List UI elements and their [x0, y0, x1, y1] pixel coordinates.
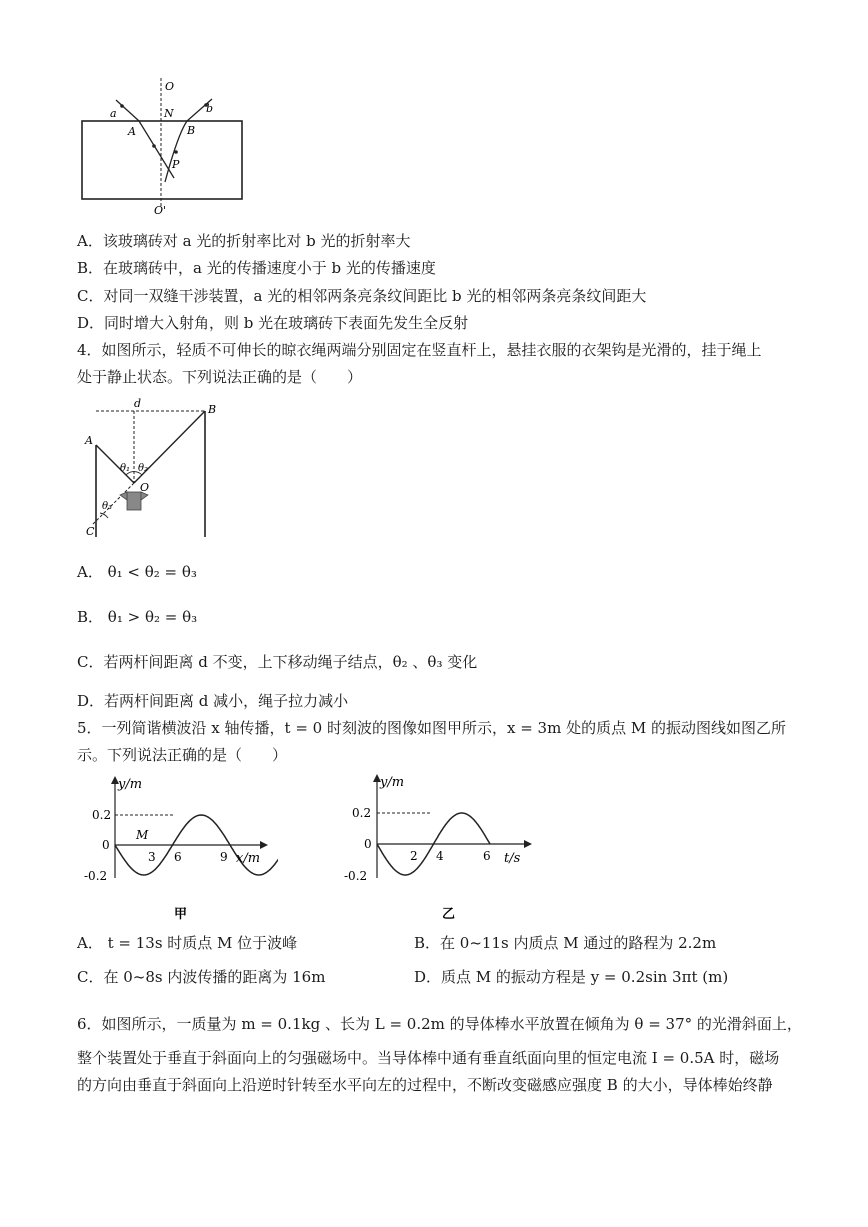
- q4-option-d: D．若两杆间距离 d 减小，绳子拉力减小: [77, 692, 349, 710]
- label-b: b: [206, 102, 214, 115]
- y-axis-label: y/m: [380, 775, 405, 790]
- q3-option-d: D．同时增大入射角，则 b 光在玻璃砖下表面先发生全反射: [77, 314, 469, 332]
- q3-option-a: A．该玻璃砖对 a 光的折射率比对 b 光的折射率大: [77, 232, 411, 250]
- y-tick-label: 0: [364, 837, 372, 851]
- label-B: B: [187, 124, 196, 137]
- q5-option-b: B．在 0~11s 内质点 M 通过的路程为 2.2m: [414, 934, 717, 952]
- vibration-graph-yi: [340, 768, 540, 923]
- label-O: O: [140, 481, 150, 494]
- q4-option-a: A． θ₁ < θ₂ = θ₃: [77, 563, 197, 581]
- label-d: d: [134, 397, 142, 410]
- label-theta3: θ₃: [102, 501, 113, 512]
- label-B: B: [208, 403, 217, 416]
- q5-stem-line1: 5．一列简谐横波沿 x 轴传播，t = 0 时刻波的图像如图甲所示，x = 3m 处的质点 M 的振动图线如图乙所: [77, 719, 786, 737]
- q5-stem-line2: 示。下列说法正确的是（ ）: [77, 746, 288, 764]
- q5-option-c: C．在 0~8s 内波传播的距离为 16m: [77, 968, 326, 986]
- y-tick-label: 0.2: [92, 808, 112, 822]
- x-tick-label: 4: [436, 849, 444, 863]
- label-O: O: [165, 80, 175, 93]
- x-tick-label: 9: [220, 850, 228, 864]
- label-a: a: [110, 107, 117, 120]
- label-theta2: θ₂: [138, 463, 149, 474]
- x-axis-label: t/s: [504, 851, 521, 866]
- q4-option-b: B． θ₁ > θ₂ = θ₃: [77, 608, 198, 626]
- y-tick-label: 0: [102, 838, 110, 852]
- x-tick-label: 6: [174, 850, 182, 864]
- q4-option-c: C．若两杆间距离 d 不变，上下移动绳子结点，θ₂ 、θ₃ 变化: [77, 653, 478, 671]
- wave-graph-jia: [78, 770, 278, 925]
- chart-title: 甲: [174, 907, 188, 922]
- label-P: P: [172, 158, 180, 171]
- ray-a-incident: [116, 100, 139, 121]
- q5-option-d: D．质点 M 的振动方程是 y = 0.2sin 3πt (m): [414, 968, 729, 986]
- x-tick-label: 2: [410, 849, 418, 863]
- q3-refraction-figure: [70, 72, 260, 222]
- q3-option-b: B．在玻璃砖中，a 光的传播速度小于 b 光的传播速度: [77, 259, 436, 277]
- q3-option-c: C．对同一双缝干涉装置，a 光的相邻两条亮条纹间距比 b 光的相邻两条亮条纹间距大: [77, 287, 647, 305]
- label-C: C: [86, 525, 95, 538]
- glass-brick: [82, 121, 242, 199]
- point-label-M: M: [136, 828, 149, 842]
- q5-option-a: A． t = 13s 时质点 M 位于波峰: [77, 934, 298, 952]
- q4-clothesline-figure: [80, 395, 220, 545]
- q4-stem-line1: 4．如图所示，轻质不可伸长的晾衣绳两端分别固定在竖直杆上，悬挂衣服的衣架钩是光滑的，挂于绳上: [77, 341, 762, 359]
- label-A: A: [128, 125, 136, 138]
- y-axis-label: y/m: [118, 777, 143, 792]
- q4-stem-line2: 处于静止状态。下列说法正确的是（ ）: [77, 368, 363, 386]
- x-tick-label: 3: [148, 850, 156, 864]
- hanging-shirt: [127, 492, 141, 510]
- q6-line3: 的方向由垂直于斜面向上沿逆时针转至水平向左的过程中，不断改变磁感应强度 B 的大小，导体棒始终静: [77, 1076, 773, 1094]
- q6-line1: 6．如图所示，一质量为 m = 0.1kg 、长为 L = 0.2m 的导体棒水平放置在倾角为 θ = 37° 的光滑斜面上，: [77, 1015, 802, 1033]
- label-N: N: [164, 107, 174, 120]
- x-axis-label: x/m: [236, 851, 261, 866]
- label-O-prime: O': [154, 204, 167, 217]
- y-tick-label: -0.2: [344, 869, 368, 883]
- label-theta1: θ₁: [120, 463, 131, 474]
- y-tick-label: 0.2: [352, 806, 372, 820]
- x-tick-label: 6: [483, 849, 491, 863]
- y-tick-label: -0.2: [84, 869, 108, 883]
- label-A: A: [85, 434, 93, 447]
- q6-line2: 整个装置处于垂直于斜面向上的匀强磁场中。当导体棒中通有垂直纸面向里的恒定电流 I = 0.5A 时，磁场: [77, 1049, 780, 1067]
- chart-title: 乙: [442, 907, 456, 922]
